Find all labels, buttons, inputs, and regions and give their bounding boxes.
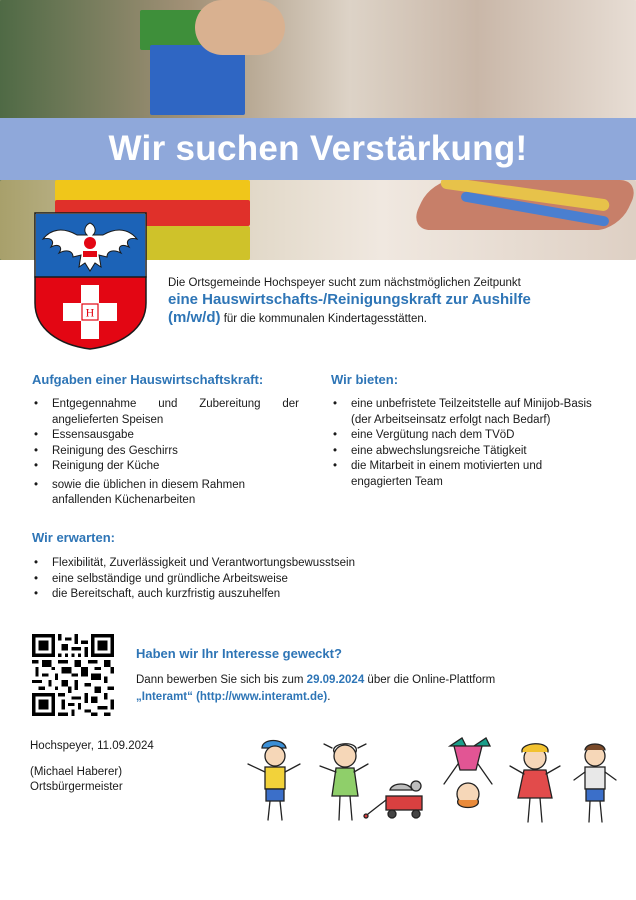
- apply-text-middle: über die Online-Plattform: [364, 674, 496, 686]
- list-item: • die Mitarbeit in einem motivierten und engagierten Team: [331, 459, 601, 490]
- tasks-list: [32, 397, 299, 509]
- list-item: • eine selbständige und gründliche Arbeitsweise: [32, 572, 592, 588]
- apply-text-start: Dann bewerben Sie sich bis zum: [136, 674, 307, 686]
- intro-end: für die kommunalen Kindertagesstätten.: [220, 313, 427, 325]
- crest-letter: H: [85, 305, 95, 320]
- list-item: • Flexibilität, Zuverlässigkeit und Verantwortungsbewusstsein: [32, 556, 592, 572]
- list-item: • Essensausgabe: [32, 428, 299, 444]
- tasks-heading: Aufgaben einer Hauswirtschaftskraft:: [32, 372, 264, 387]
- interest-heading: Haben wir Ihr Interesse geweckt?: [136, 646, 342, 661]
- deadline-date: 29.09.2024: [306, 674, 365, 686]
- intro-line: Die Ortsgemeinde Hochspeyer sucht zum nächstmöglichen Zeitpunkt: [168, 277, 521, 289]
- list-item: • eine abwechslungsreiche Tätigkeit: [331, 444, 601, 460]
- signatory-name: (Michael Haberer): [30, 766, 123, 778]
- coat-of-arms-icon: [33, 211, 148, 351]
- headline-banner: [0, 118, 636, 180]
- position-title: eine Hauswirtschafts-/Reinigungskraft zur Aushilfe: [168, 291, 531, 308]
- list-item: • eine unbefristete Teilzeitstelle auf Minijob-Basis (der Arbeitseinsatz erfolgt nach Bedarf): [331, 397, 601, 428]
- children-illustration: [240, 734, 620, 834]
- expect-list: [32, 556, 592, 603]
- signatory-role: Ortsbürgermeister: [30, 781, 123, 793]
- list-item: • Reinigung des Geschirrs: [32, 444, 299, 460]
- offer-heading: Wir bieten:: [331, 372, 399, 387]
- list-item: • eine Vergütung nach dem TVöD: [331, 428, 601, 444]
- list-item: • sowie die üblichen in diesem Rahmen anfallenden Küchenarbeiten: [32, 478, 299, 509]
- intro-text: [168, 276, 608, 327]
- expect-heading: Wir erwarten:: [32, 530, 115, 545]
- place-date: Hochspeyer, 11.09.2024: [30, 740, 154, 752]
- list-item: • Entgegennahme und Zubereitung der angelieferten Speisen: [32, 397, 299, 428]
- platform-link[interactable]: „Interamt“ (http://www.interamt.de): [136, 691, 328, 703]
- list-item: • die Bereitschaft, auch kurzfristig auszuhelfen: [32, 587, 592, 603]
- headline: Wir suchen Verstärkung!: [108, 129, 528, 168]
- offer-list: [331, 397, 601, 490]
- position-suffix: (m/w/d): [168, 309, 221, 326]
- apply-text-end: .: [327, 691, 331, 703]
- list-item: • Reinigung der Küche: [32, 459, 299, 475]
- qr-code-icon[interactable]: [32, 634, 114, 716]
- apply-text: [136, 672, 596, 706]
